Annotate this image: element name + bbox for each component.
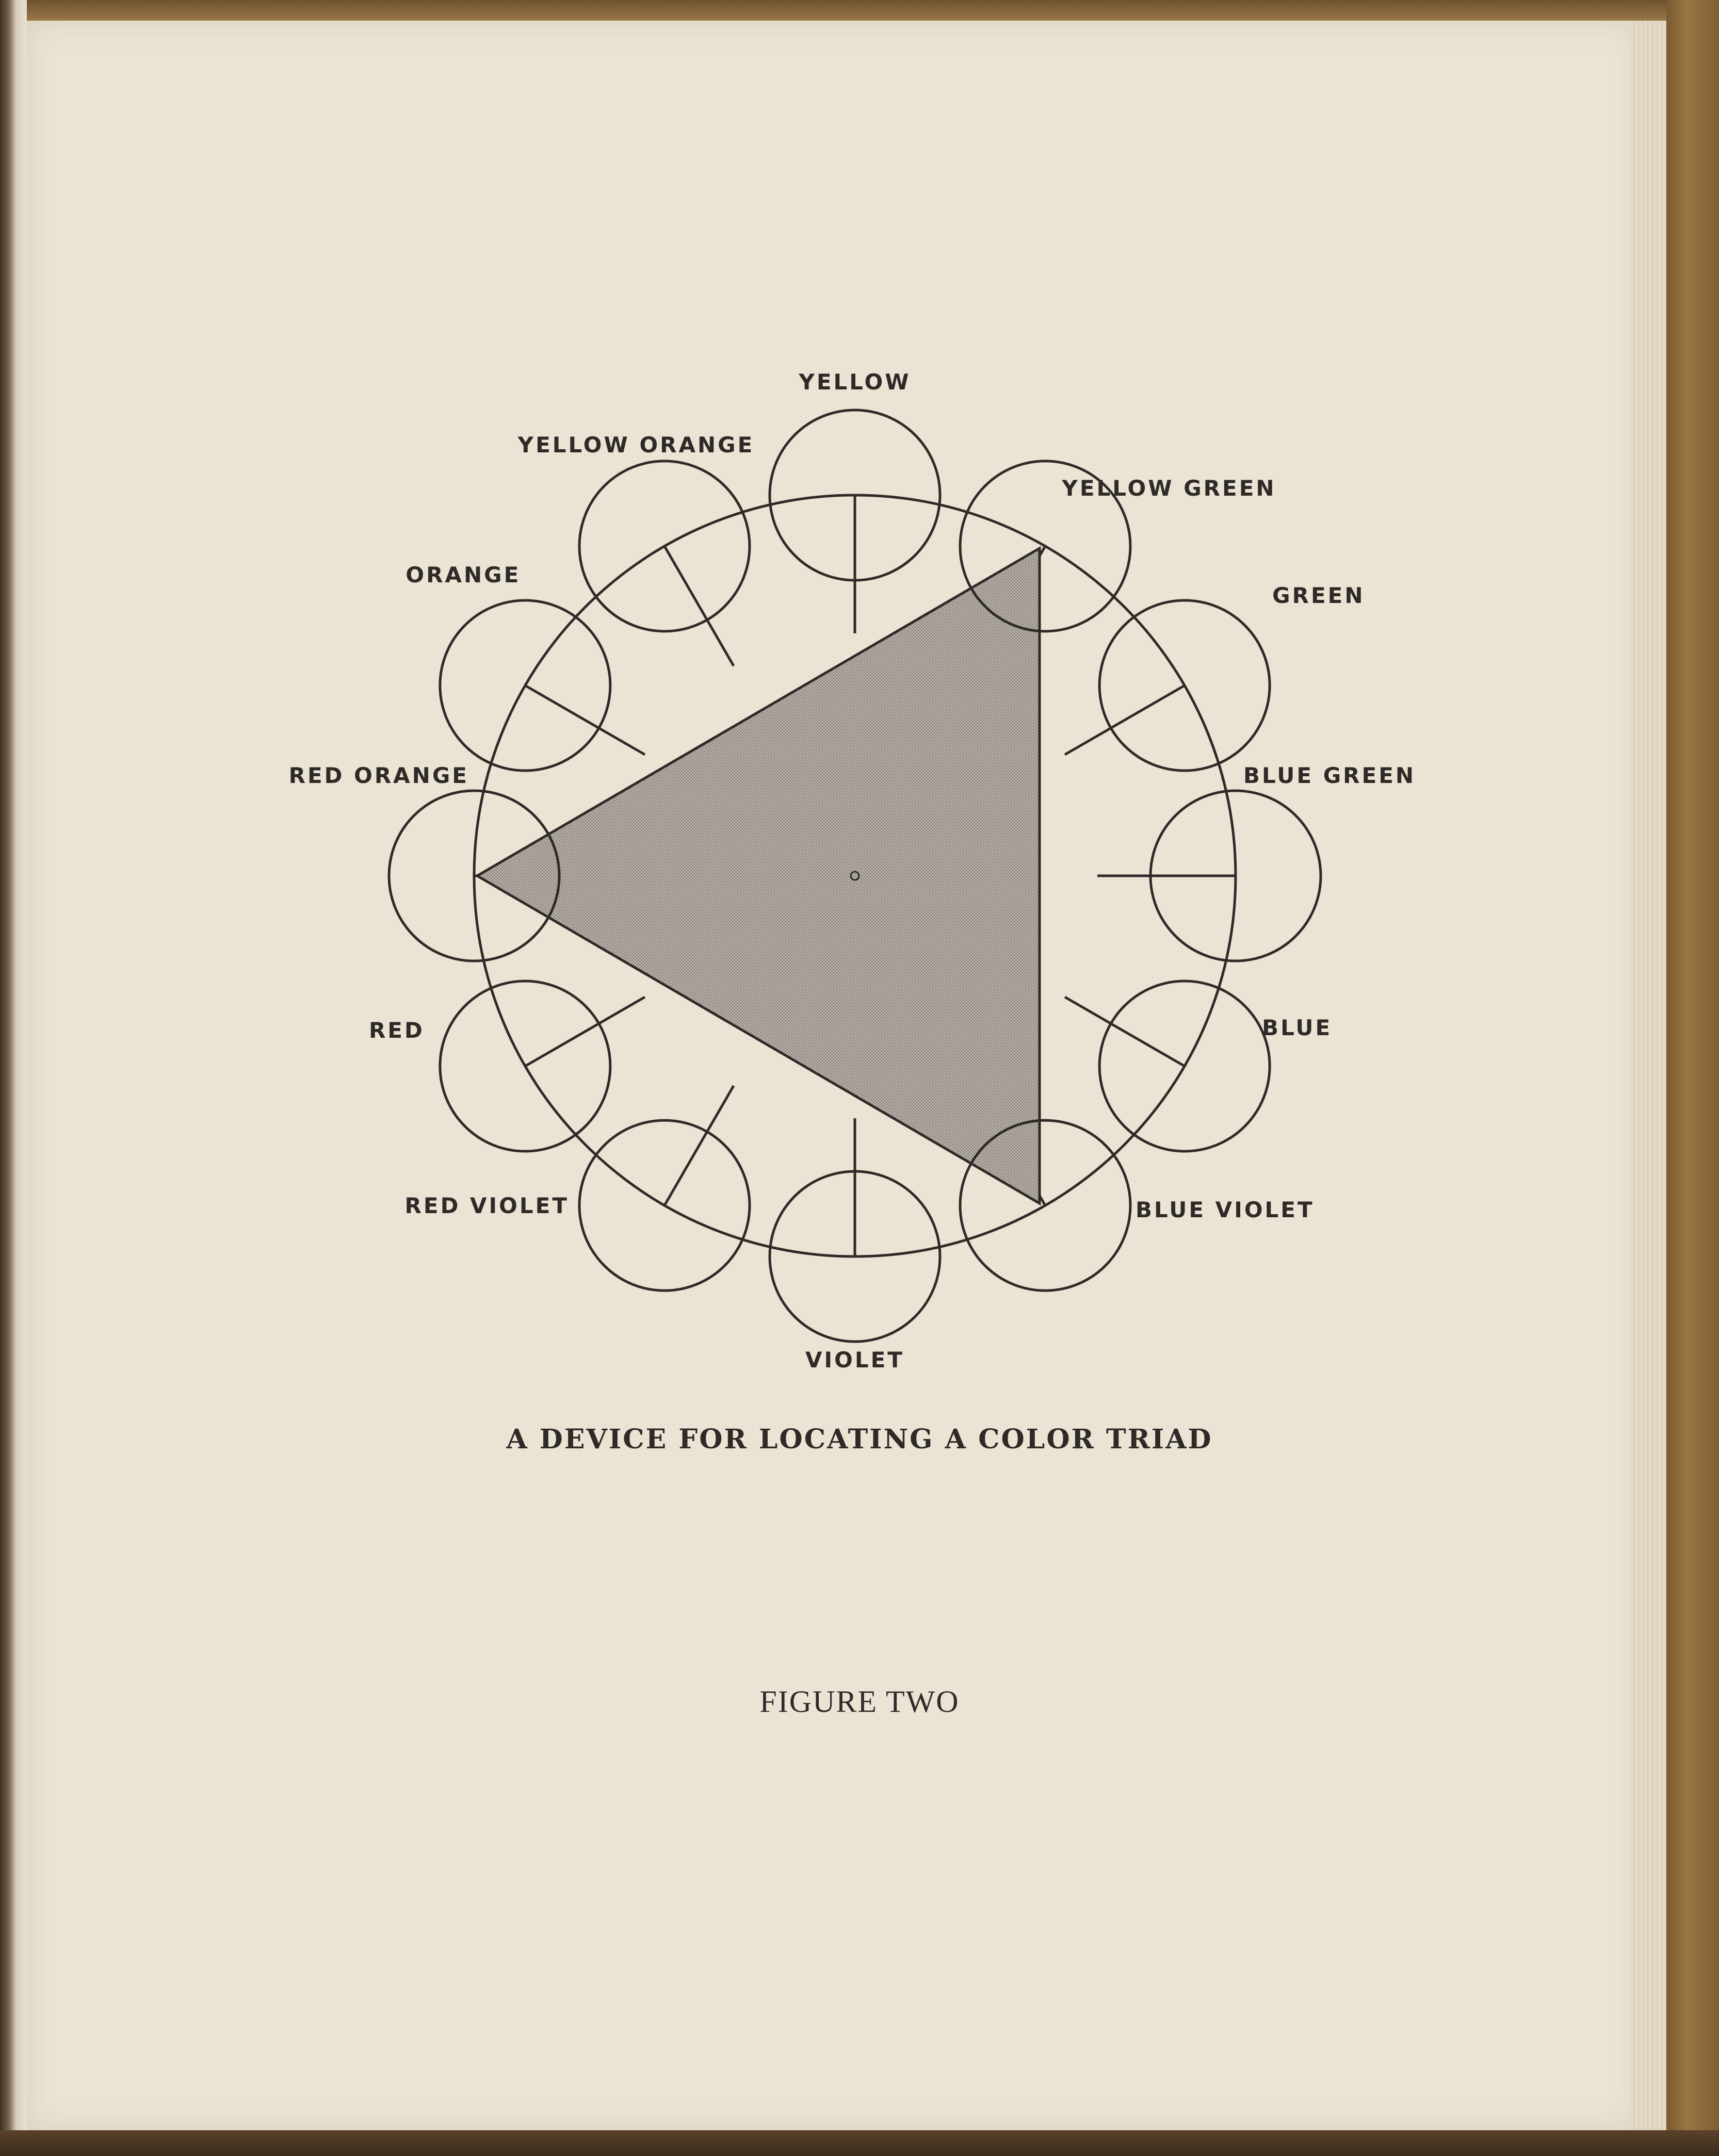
hue-label-red: RED [368, 1018, 425, 1043]
hue-label-blue-green: BLUE GREEN [1243, 763, 1416, 788]
hue-label-blue-violet: BLUE VIOLET [1136, 1197, 1315, 1223]
figure-label: FIGURE TWO [759, 1685, 960, 1719]
hue-label-blue: BLUE [1262, 1015, 1333, 1040]
diagram-caption: A DEVICE FOR LOCATING A COLOR TRIAD [506, 1424, 1213, 1455]
hue-label-red-orange: RED ORANGE [288, 763, 469, 788]
hue-label-yellow-orange: YELLOW ORANGE [517, 432, 755, 458]
hue-label-orange: ORANGE [406, 562, 521, 587]
hue-label-red-violet: RED VIOLET [404, 1193, 569, 1219]
triad-triangle [477, 548, 1040, 1203]
hue-label-yellow-green: YELLOW GREEN [1062, 475, 1276, 501]
hue-label-green: GREEN [1272, 583, 1365, 608]
hue-label-yellow: YELLOW [799, 369, 911, 395]
hue-label-violet: VIOLET [805, 1347, 904, 1373]
